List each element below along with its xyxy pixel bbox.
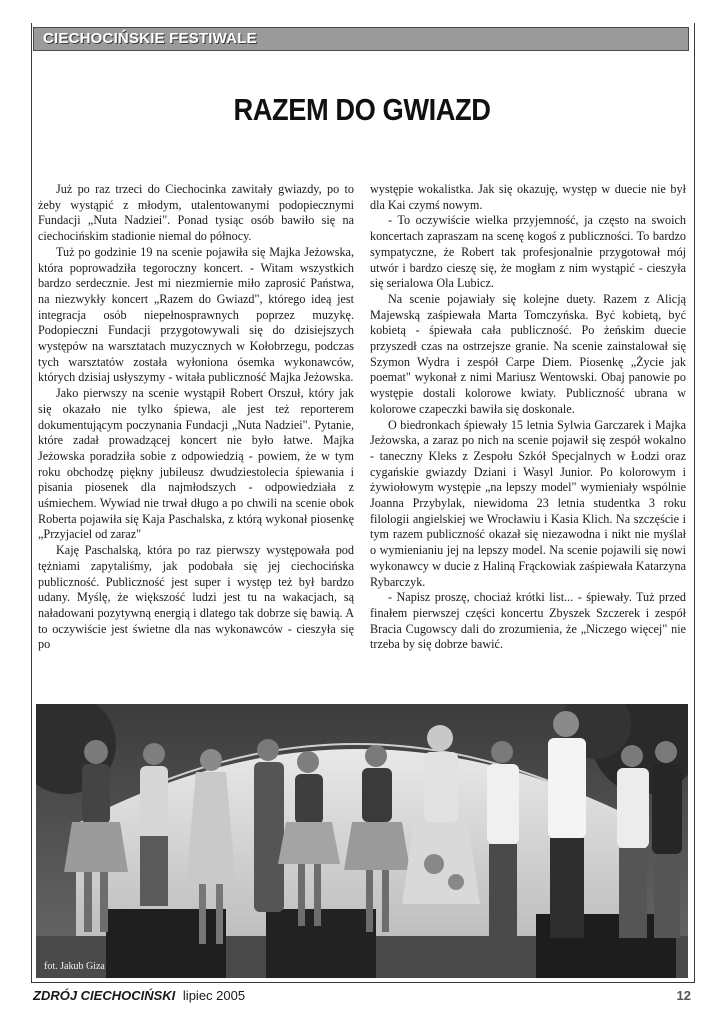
paragraph: Już po raz trzeci do Ciechocinka zawitały gwiazdy, po to żeby wystąpić z młodym, utalentowanymi podopiecznymi Fundacji „Nuta Nadziei". Ponad tysiąc osób bawiło się na ciechocińskim stadionie niemal do północy. (38, 182, 354, 244)
article-column-left (38, 182, 354, 653)
section-header: CIECHOCIŃSKIE FESTIWALE (33, 27, 689, 51)
article-column-right (370, 182, 686, 653)
paragraph: występie wokalistka. Jak się okazuję, występ w duecie nie był dla Kai czymś nowym. (370, 182, 686, 212)
publication-name: ZDRÓJ CIECHOCIŃSKI (33, 988, 176, 1003)
footer-rule (31, 982, 695, 983)
photo-credit: fot. Jakub Giza (44, 961, 105, 972)
concert-photo (36, 704, 688, 978)
paragraph: Tuż po godzinie 19 na scenie pojawiła się Majka Jeżowska, która poprowadziła tegoroczny koncert. - Witam wszystkich bardzo serdecznie. Jest mi niezmiernie miło zaprosić Państwa, na niezwykły koncert „Razem do Gwiazd", którego ideą jest integracja osób niepełnosprawnych poprzez muzykę. Podopieczni Fundacji przygotowywali się do dzisiejszych występów na warsztatach muzycznych w Kołobrzegu, podczas tych warsztatów została wyłoniona ósemka wykonawców, których dzisiaj usłyszymy - witała publiczność Majka Jeżowska. (38, 244, 354, 385)
page-number: 12 (676, 988, 691, 1003)
paragraph: Na scenie pojawiały się kolejne duety. Razem z Alicją Majewską zaśpiewała Marta Tomczyńska. Być kobietą, być kobietą - śpiewała cała publiczność. Po żeńskim duecie przyszedł czas na ostrzejsze granie. Na scenie zainstalował się Szymon Wydra i zespół Carpe Diem. Piosenkę „Życie jak poemat" wykonał z nimi Mariusz Wentowski. Obaj panowie po występie dostali kolorowe kwiaty. Publiczność ubrana w kolorowe czapeczki bawiła się doskonale. (370, 291, 686, 416)
paragraph: - Napisz proszę, chociaż krótki list... - śpiewały. Tuż przed finałem pierwszej części koncertu Zbyszek Szczerek i zespół Bracia Cugowscy dali do zrozumienia, że „Niczego więcej" nie trzeba by się dobrze bawić. (370, 590, 686, 652)
concert-photo-illustration (36, 704, 688, 978)
issue-date: lipiec 2005 (182, 988, 246, 1003)
paragraph: Jako pierwszy na scenie wystąpił Robert Orszuł, który jak się okazało nie tylko śpiewa, ale jest też reporterem dokumentującym poczynania Fundacji „Nuta Nadziei". Pytanie, które zadał prowadzącej koncert nie było łatwe. Majka Jeżowska poradziła sobie z odpowiedzią - powiem, że w tym roku obchodzę piękny jubileusz dwudziestolecia śpiewania i pisania piosenek dla najmłodszych - odpowiedziała z uśmiechem. Wywiad nie trwał długo a po chwili na scenie obok Roberta pojawiła się Kaja Paschalska, z którą wykonał piosenkę „Przyjaciel od zaraz" (38, 386, 354, 542)
paragraph: Kaję Paschalską, która po raz pierwszy występowała pod tężniami zapytaliśmy, jak podobała się jej ciechocińska publiczność. Publiczność jest super i występ też był bardzo udany. Myślę, że większość ludzi jest tu na wakacjach, są naładowani pozytywną energią i dlatego tak dobrze się bawią. A to oczywiście jest świetne dla nas wykonawców - cieszyła się po (38, 543, 354, 652)
paragraph: - To oczywiście wielka przyjemność, ja często na swoich koncertach zapraszam na scenę kogoś z publiczności. To bardzo sympatyczne, że Robert tak profesjonalnie przygotował mój utwór i bardzo cieszę się, że mogłam z nim wystąpić - cieszyła się serialowa Ola Lubicz. (370, 213, 686, 291)
article-title: RAZEM DO GWIAZD (233, 92, 491, 127)
paragraph: O biedronkach śpiewały 15 letnia Sylwia Garczarek i Majka Jeżowska, a zaraz po nich na scenie pojawił się zespół wokalno - taneczny Kleks z Zespołu Szkół Specjalnych w Łodzi oraz cygańskie gwiazdy Dziani i Wasyl Junior. Po kolorowym i żywiołowym występie „na lepszy model" wymieniały wspólnie Joanna Przybylak, niewidoma 23 letnia studentka 3 roku filologii angielskiej we Wrocławiu i Kasia Klich. Na szczęście i tym razem publiczność okazał się niezawodna i nikt nie myślał o wymienianiu jej na lepszy model. Na scenie pojawili się nowi wykonawcy w ducie z Haliną Frąckowiak zaśpiewała Katarzyna Rybarczyk. (370, 417, 686, 589)
footer-publication (33, 988, 245, 1003)
